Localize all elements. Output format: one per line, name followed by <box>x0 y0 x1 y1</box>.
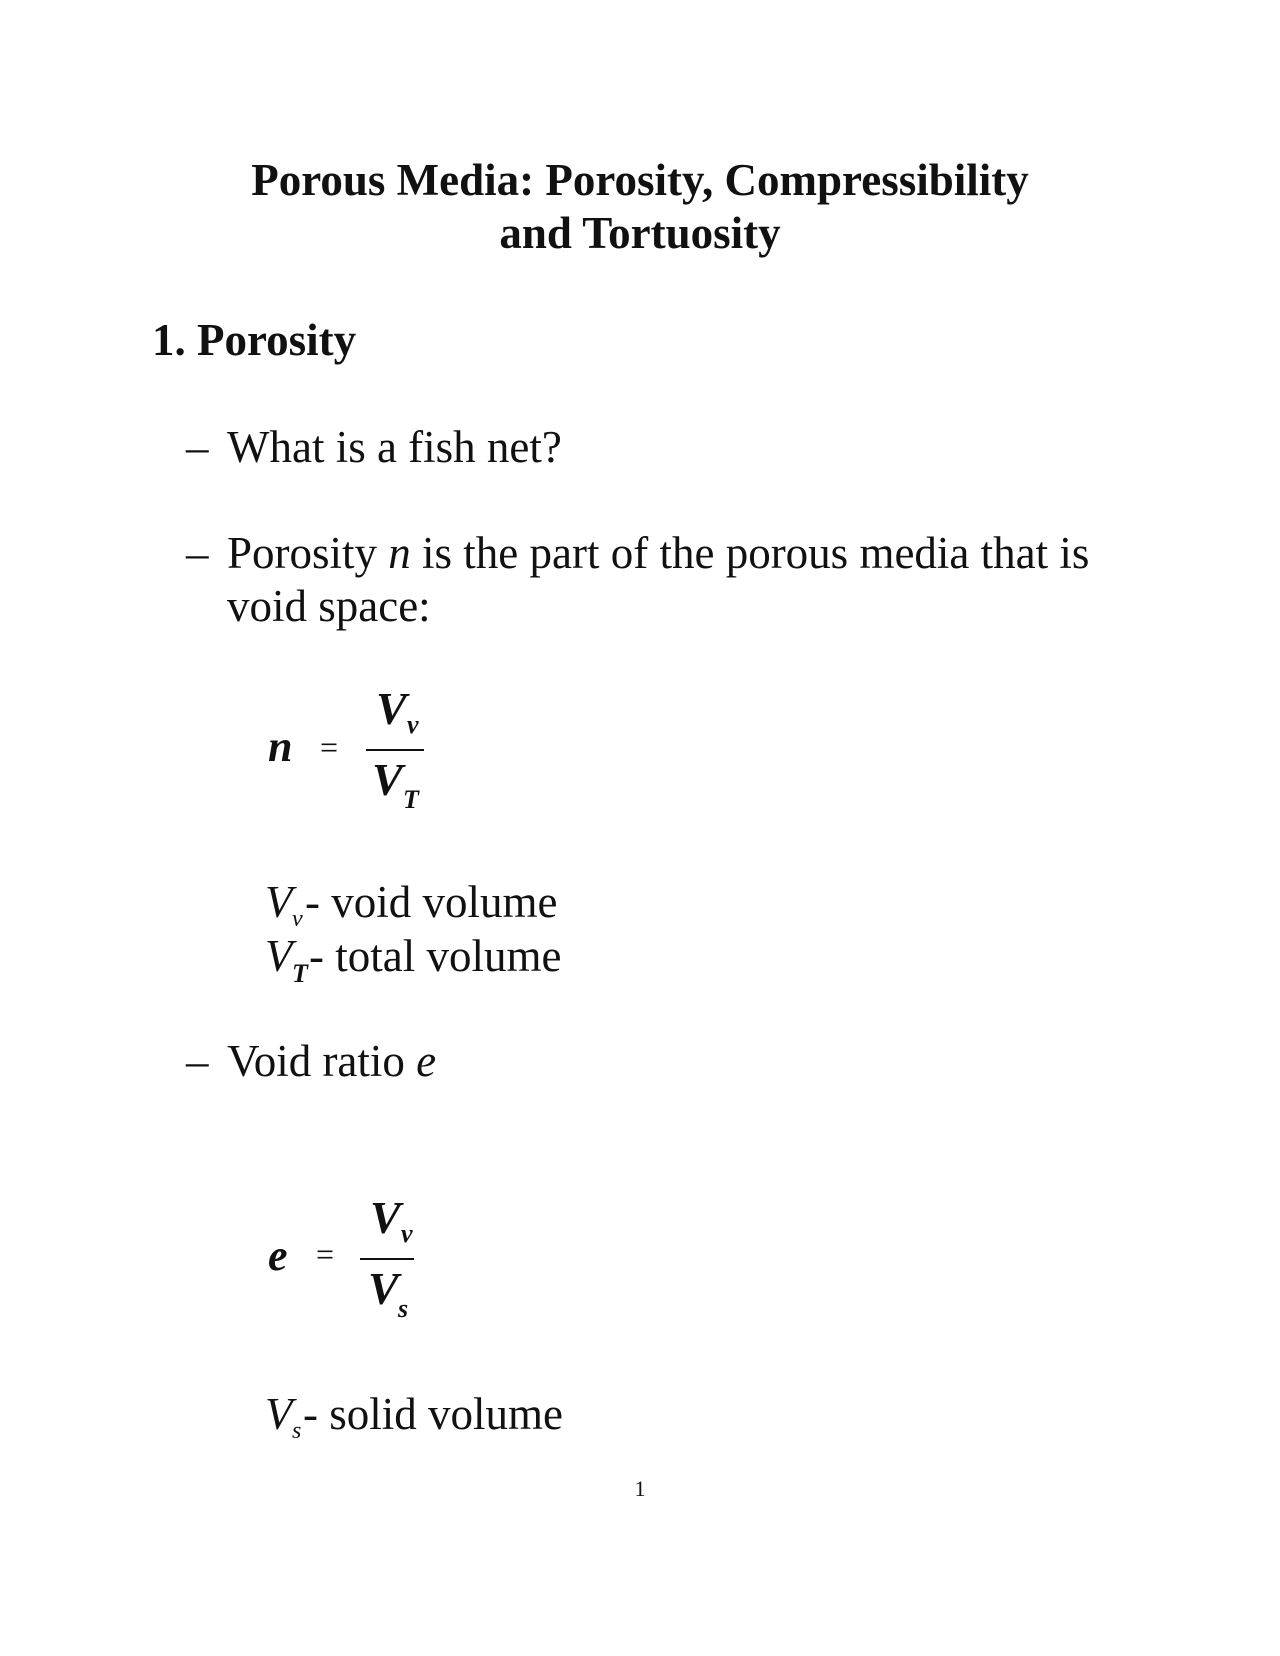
void-ratio-variable: e <box>416 1036 437 1086</box>
definition-void-volume-sub: v <box>292 906 303 932</box>
bullet-fishnet: What is a fish net? <box>227 422 562 472</box>
bullet-porosity-line-2: void space: <box>227 581 431 631</box>
bullet-void-ratio <box>227 1034 436 1088</box>
bullet-porosity <box>227 526 1089 580</box>
equation-n-lhs: n <box>268 722 293 771</box>
equation-n-denominator-sub: T <box>403 785 419 814</box>
equation-e-denominator-sub: s <box>398 1294 409 1323</box>
page-title-line-2: and Tortuosity <box>499 208 781 258</box>
definition-total-volume-symbol: V <box>265 931 293 981</box>
page-title-line-1: Porous Media: Porosity, Compressibility <box>251 155 1029 205</box>
definition-solid-volume-sub: s <box>292 1418 302 1444</box>
equation-e-numerator-base: V <box>370 1192 401 1243</box>
definition-solid-volume-text: - solid volume <box>303 1389 563 1439</box>
bullet-dash: – <box>186 422 209 472</box>
equation-e-lhs: e <box>268 1231 288 1280</box>
bullet-porosity-pre: Porosity <box>227 528 389 578</box>
equation-n-denominator-base: V <box>372 754 403 805</box>
equation-n-numerator-base: V <box>376 683 407 734</box>
porosity-variable: n <box>388 528 411 578</box>
definition-total-volume-sub: T <box>292 959 308 988</box>
equation-e-denominator-base: V <box>368 1263 399 1314</box>
bullet-porosity-post: is the part of the porous media that is <box>410 528 1090 578</box>
equation-n-equals: = <box>320 729 339 765</box>
equation-e-fraction-bar <box>360 1258 414 1260</box>
equation-n-fraction-bar <box>366 749 424 751</box>
definition-total-volume-text: - total volume <box>309 931 562 981</box>
equation-e-numerator-sub: v <box>401 1219 413 1248</box>
equation-e-equals: = <box>316 1236 335 1272</box>
definition-void-volume-symbol: V <box>265 877 293 927</box>
bullet-dash: – <box>186 1036 209 1086</box>
definition-solid-volume-symbol: V <box>265 1389 293 1439</box>
definition-void-volume-text: - void volume <box>305 877 558 927</box>
bullet-dash: – <box>186 528 209 578</box>
bullet-void-ratio-pre: Void ratio <box>227 1036 417 1086</box>
section-heading: 1. Porosity <box>152 315 357 365</box>
page-number: 1 <box>634 1476 646 1501</box>
equation-n-numerator-sub: v <box>407 710 419 739</box>
